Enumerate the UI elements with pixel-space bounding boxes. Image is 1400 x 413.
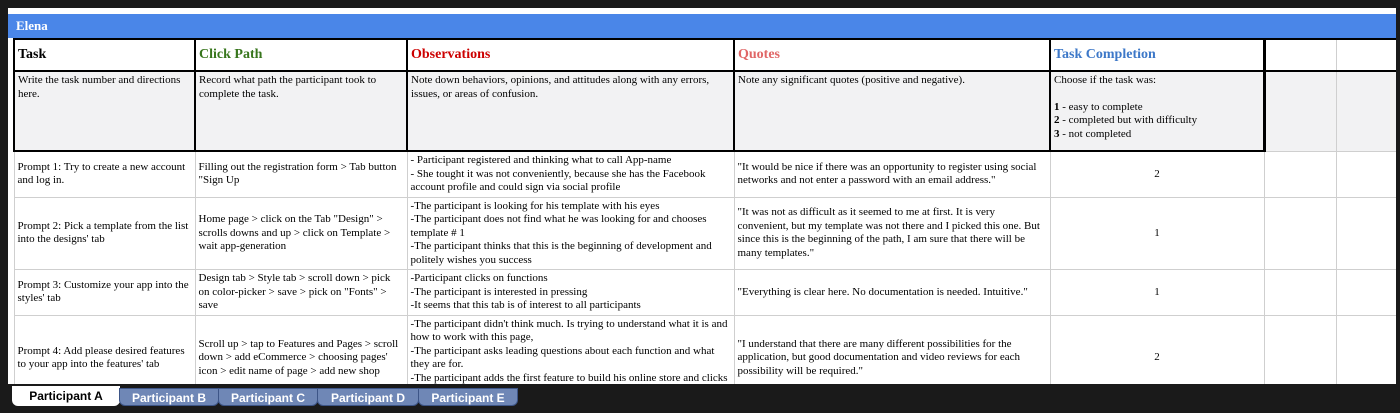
description-row bbox=[14, 71, 1396, 151]
header-observations[interactable]: Observations bbox=[407, 39, 734, 71]
tab-bar-scroll-area[interactable] bbox=[528, 388, 1396, 406]
empty-cell[interactable] bbox=[1336, 39, 1396, 71]
quotes-cell[interactable]: "I understand that there are many different possibilities for the application, but good documentation and video reviews for each possibility will be required." bbox=[734, 315, 1050, 384]
completion-intro: Choose if the task was: bbox=[1054, 74, 1157, 86]
description-click-path[interactable]: Record what path the participant took to complete the task. bbox=[195, 71, 407, 151]
quotes-cell[interactable]: "It would be nice if there was an opportunity to register using social networks and not enter a password with an email address." bbox=[734, 151, 1050, 197]
completion-option-2: 2 - completed but with difficulty bbox=[1054, 114, 1198, 126]
empty-cell[interactable] bbox=[1336, 71, 1396, 151]
empty-cell[interactable] bbox=[1264, 197, 1336, 270]
task-cell[interactable]: Prompt 3: Customize your app into the styles' tab bbox=[14, 270, 195, 316]
empty-cell[interactable] bbox=[1336, 151, 1396, 197]
empty-cell[interactable] bbox=[1264, 151, 1336, 197]
completion-cell[interactable]: 1 bbox=[1050, 270, 1264, 316]
description-completion[interactable] bbox=[1050, 71, 1264, 151]
empty-cell[interactable] bbox=[1264, 39, 1336, 71]
table-row bbox=[14, 270, 1396, 316]
click-path-cell[interactable]: Filling out the registration form > Tab button "Sign Up bbox=[195, 151, 407, 197]
observations-cell[interactable]: -The participant didn't think much. Is trying to understand what it is and how to work with this page, -The participant asks leading questions about each function and what they are for. -The participant adds the first feature to build his online store and clicks bbox=[407, 315, 734, 384]
tab-participant-a[interactable]: Participant A bbox=[12, 386, 120, 406]
usability-table bbox=[13, 38, 1396, 384]
empty-cell[interactable] bbox=[1336, 270, 1396, 316]
observations-cell[interactable]: -Participant clicks on functions -The participant is interested in pressing -It seems that this tab is of interest to all participants bbox=[407, 270, 734, 316]
description-observations[interactable]: Note down behaviors, opinions, and attitudes along with any errors, issues, or areas of confusion. bbox=[407, 71, 734, 151]
task-cell[interactable]: Prompt 1: Try to create a new account and log in. bbox=[14, 151, 195, 197]
tab-participant-b[interactable]: Participant B bbox=[119, 388, 219, 406]
quotes-cell[interactable]: "It was not as difficult as it seemed to me at first. It is very convenient, but my template was not there and I picked this one. But since this is the beginning of the path, I am sure that there will be many templates." bbox=[734, 197, 1050, 270]
completion-cell[interactable]: 2 bbox=[1050, 315, 1264, 384]
empty-cell[interactable] bbox=[1336, 197, 1396, 270]
completion-cell[interactable]: 2 bbox=[1050, 151, 1264, 197]
spreadsheet-frame bbox=[8, 8, 1396, 384]
table-row bbox=[14, 315, 1396, 384]
completion-cell[interactable]: 1 bbox=[1050, 197, 1264, 270]
quotes-cell[interactable]: "Everything is clear here. No documentation is needed. Intuitive." bbox=[734, 270, 1050, 316]
completion-option-1: 1 - easy to complete bbox=[1054, 100, 1143, 113]
header-click-path[interactable]: Click Path bbox=[195, 39, 407, 71]
header-quotes[interactable]: Quotes bbox=[734, 39, 1050, 71]
click-path-cell[interactable]: Design tab > Style tab > scroll down > pick on color-picker > save > pick on "Fonts" > save bbox=[195, 270, 407, 316]
sheet-tab-bar bbox=[8, 384, 1396, 413]
tab-participant-c[interactable]: Participant C bbox=[218, 388, 318, 406]
click-path-cell[interactable]: Home page > click on the Tab "Design" > scrolls downs and up > click on Template > wait app-generation bbox=[195, 197, 407, 270]
empty-cell[interactable] bbox=[1264, 315, 1336, 384]
description-task[interactable]: Write the task number and directions here. bbox=[14, 71, 195, 151]
tab-participant-d[interactable]: Participant D bbox=[317, 388, 419, 406]
tab-participant-e[interactable]: Participant E bbox=[418, 388, 518, 406]
completion-option-3: 3 - not completed bbox=[1054, 127, 1132, 140]
task-cell[interactable]: Prompt 4: Add please desired features to your app into the features' tab bbox=[14, 315, 195, 384]
sheet-title-bar: Elena bbox=[8, 14, 1396, 38]
header-task[interactable]: Task bbox=[14, 39, 195, 71]
observations-cell[interactable]: - Participant registered and thinking what to call App-name - She tought it was not conveniently, because she has the Facebook account profile and could sign via social profile bbox=[407, 151, 734, 197]
task-cell[interactable]: Prompt 2: Pick a template from the list into the designs' tab bbox=[14, 197, 195, 270]
description-quotes[interactable]: Note any significant quotes (positive and negative). bbox=[734, 71, 1050, 151]
empty-cell[interactable] bbox=[1336, 315, 1396, 384]
table-row bbox=[14, 197, 1396, 270]
header-task-completion[interactable]: Task Completion bbox=[1050, 39, 1264, 71]
click-path-cell[interactable]: Scroll up > tap to Features and Pages > scroll down > add eCommerce > choosing pages' icon > edit name of page > add new shop bbox=[195, 315, 407, 384]
empty-cell[interactable] bbox=[1264, 71, 1336, 151]
empty-cell[interactable] bbox=[1264, 270, 1336, 316]
header-row bbox=[14, 39, 1396, 71]
observations-cell[interactable]: -The participant is looking for his template with his eyes -The participant does not find what he was looking for and chooses template # 1 -The participant thinks that this is the beginning of development and politely wishes you success bbox=[407, 197, 734, 270]
table-row bbox=[14, 151, 1396, 197]
